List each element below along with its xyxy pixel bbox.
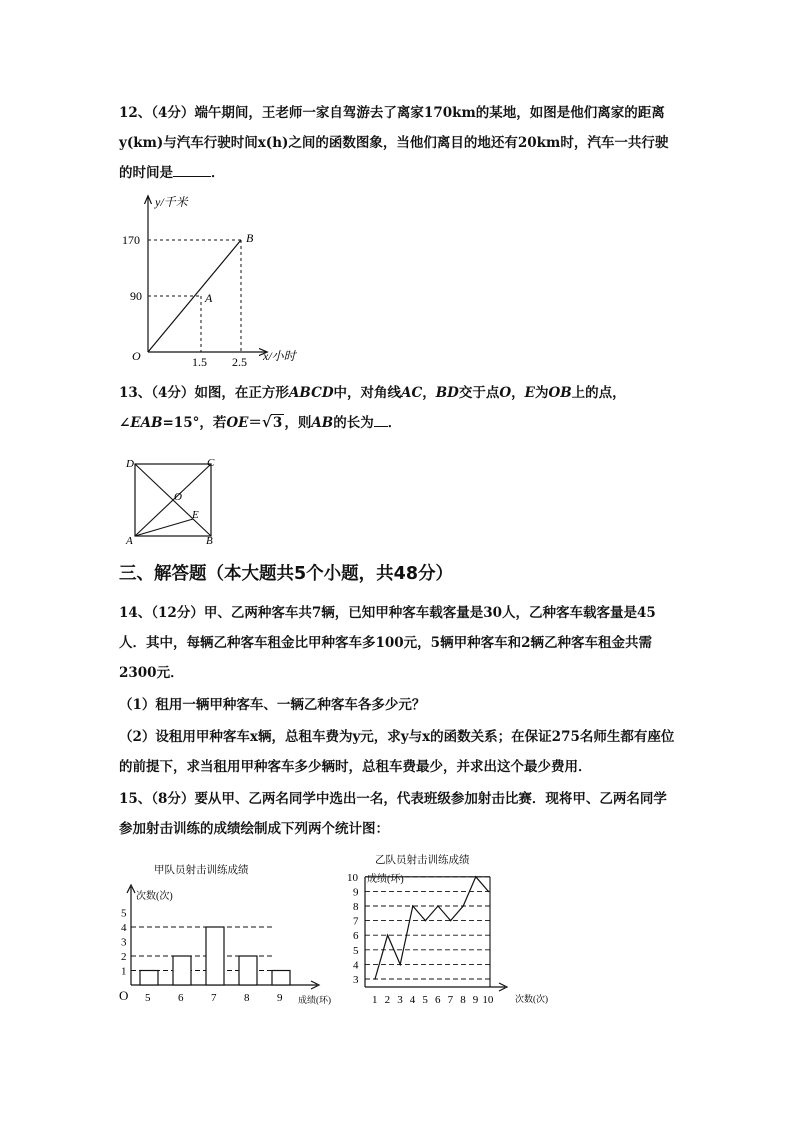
x-tick-label: 3 bbox=[397, 994, 403, 1006]
y-tick-label: 7 bbox=[353, 915, 359, 928]
question-14-number: 14、（12分） bbox=[119, 605, 204, 621]
x-tick-label: 1 bbox=[372, 994, 378, 1006]
math-ac: AC bbox=[401, 385, 423, 401]
y-tick-label: 5 bbox=[353, 944, 359, 957]
text: 如图，在正方形 bbox=[194, 385, 289, 401]
sqrt-expression bbox=[262, 408, 284, 438]
y-tick-170: 170 bbox=[122, 233, 140, 247]
data-point-1 bbox=[374, 978, 376, 980]
x-tick-label: 4 bbox=[409, 994, 416, 1006]
text: ， bbox=[422, 385, 436, 401]
y-tick-label: 6 bbox=[353, 930, 359, 943]
answer-blank bbox=[173, 162, 211, 177]
x-tick-2-5: 2.5 bbox=[232, 355, 247, 369]
vertex-b-label: B bbox=[206, 535, 213, 547]
text: 交于点 bbox=[458, 385, 500, 401]
x-tick-label: 5 bbox=[422, 994, 428, 1006]
x-tick-label: 2 bbox=[384, 994, 391, 1006]
math-ab: AB bbox=[311, 415, 334, 431]
point-e-label: E bbox=[192, 509, 199, 521]
line-chart-team-b bbox=[337, 845, 557, 1010]
x-tick-label: 8 bbox=[244, 992, 250, 1004]
question-14-part-1: （1）租用一辆甲种客车、一辆乙种客车各多少元？ bbox=[119, 697, 426, 713]
bar-9 bbox=[272, 971, 290, 986]
x-axis-label: 成绩(环) bbox=[298, 995, 331, 1005]
bar-7 bbox=[206, 927, 224, 985]
data-point-6 bbox=[437, 905, 439, 907]
text: 中，对角线 bbox=[333, 385, 402, 401]
data-point-2 bbox=[387, 934, 389, 936]
math-e: E bbox=[524, 385, 535, 401]
origin-label: O bbox=[119, 988, 129, 1003]
y-axis-label: 次数(次) bbox=[136, 891, 173, 902]
answer-blank bbox=[374, 412, 388, 427]
question-12-number: 12、（4分） bbox=[119, 105, 195, 121]
question-15-text: 要从甲、乙两名同学中选出一名，代表班级参加射击比赛．现将甲、乙两名同学参加射击训练的成绩绘制成下列两个统计图： bbox=[119, 791, 667, 837]
text: 的长为 bbox=[333, 415, 374, 431]
text: 为 bbox=[534, 385, 549, 401]
data-point-8 bbox=[462, 905, 464, 907]
text: 上的点，∠ bbox=[119, 385, 626, 431]
vertex-c-label: C bbox=[207, 457, 215, 469]
x-tick-1-5: 1.5 bbox=[192, 355, 207, 369]
x-tick-label: 9 bbox=[472, 994, 479, 1006]
point-b-label: B bbox=[246, 231, 254, 245]
data-point-4 bbox=[412, 905, 414, 907]
x-tick-label: 6 bbox=[435, 994, 441, 1006]
math-bd: BD bbox=[435, 385, 459, 401]
question-13-number: 13、（4分） bbox=[119, 385, 195, 401]
series-line bbox=[375, 877, 488, 979]
sqrt-value: 3 bbox=[272, 415, 283, 431]
bar-8 bbox=[239, 956, 257, 985]
vertex-a-label: A bbox=[126, 535, 133, 547]
math-o: O bbox=[499, 385, 512, 401]
y-tick-label: 8 bbox=[353, 901, 359, 913]
punctuation: ． bbox=[211, 165, 225, 181]
y-tick-label: 3 bbox=[121, 936, 127, 949]
data-point-5 bbox=[425, 920, 427, 922]
data-point-3 bbox=[399, 964, 401, 966]
question-12-text: 端午期间，王老师一家自驾游去了离家170km的某地，如图是他们离家的距离y(km)与汽车行驶时间x(h)之间的函数图象，当他们离目的地还有20km时，汽车一共行驶的时间是 bbox=[119, 105, 669, 181]
text: ． bbox=[387, 415, 402, 431]
x-axis-label: x/小时 bbox=[263, 349, 296, 363]
data-point-7 bbox=[450, 920, 452, 922]
y-tick-label: 1 bbox=[121, 965, 127, 978]
x-tick-label: 5 bbox=[145, 992, 151, 1004]
question-14-text: 甲、乙两种客车共7辆，已知甲种客车载客量是30人，乙种客车载客量是45人．其中，每辆乙种客车租金比甲种客车多100元，5辆甲种客车和2辆乙种客车租金共需2300元． bbox=[119, 605, 656, 681]
y-tick-label: 2 bbox=[121, 951, 127, 963]
vertex-d-label: D bbox=[126, 458, 134, 470]
text: =15°，若 bbox=[162, 415, 227, 431]
y-tick-label: 9 bbox=[353, 886, 359, 899]
text: ，则 bbox=[284, 415, 312, 431]
x-tick-label: 7 bbox=[447, 994, 454, 1006]
math-oe: OE bbox=[226, 415, 249, 431]
question-13 bbox=[119, 378, 679, 438]
x-tick-label: 7 bbox=[211, 992, 217, 1004]
data-point-10 bbox=[488, 891, 490, 893]
point-o-label: O bbox=[174, 491, 182, 503]
x-axis-label: 次数(次) bbox=[515, 994, 548, 1004]
x-tick-label: 10 bbox=[482, 994, 494, 1006]
bar-chart-team-a bbox=[112, 855, 331, 1010]
y-tick-label: 4 bbox=[353, 959, 359, 972]
x-tick-label: 9 bbox=[277, 992, 283, 1004]
math-abcd: ABCD bbox=[288, 385, 334, 401]
question-12 bbox=[119, 98, 679, 188]
distance-time-graph bbox=[122, 192, 318, 372]
question-14 bbox=[119, 598, 679, 688]
text: ， bbox=[511, 385, 525, 401]
x-tick-label: 6 bbox=[178, 992, 184, 1004]
y-axis-label: y/千米 bbox=[155, 195, 188, 209]
question-15 bbox=[119, 784, 679, 844]
chart-title: 甲队员射击训练成绩 bbox=[154, 865, 249, 876]
y-axis-label: 成绩(环) bbox=[367, 874, 404, 885]
y-tick-90: 90 bbox=[130, 289, 142, 303]
y-tick-label: 3 bbox=[353, 974, 359, 986]
bar-5 bbox=[140, 971, 158, 986]
section-heading: 三、解答题（本大题共5个小题，共48分） bbox=[119, 564, 454, 584]
math-eab: EAB bbox=[130, 415, 163, 431]
y-tick-label: 10 bbox=[347, 871, 358, 884]
y-tick-label: 5 bbox=[121, 907, 127, 920]
bar-6 bbox=[173, 956, 191, 985]
math-ob: OB bbox=[548, 385, 572, 401]
x-tick-label: 8 bbox=[460, 994, 466, 1006]
text: ＝ bbox=[248, 415, 262, 431]
question-15-number: 15、（8分） bbox=[119, 791, 195, 807]
y-tick-label: 4 bbox=[121, 922, 127, 934]
square-figure bbox=[122, 452, 232, 546]
chart-title: 乙队员射击训练成绩 bbox=[375, 855, 470, 866]
data-point-9 bbox=[475, 876, 477, 878]
origin-label: O bbox=[132, 349, 141, 363]
point-a-label: A bbox=[205, 291, 213, 305]
question-14-part-2: （2）设租用甲种客车x辆，总租车费为y元，求y与x的函数关系；在保证275名师生都有座位的前提下，求当租用甲种客车多少辆时，总租车费最少，并求出这个最少费用． bbox=[119, 729, 675, 775]
